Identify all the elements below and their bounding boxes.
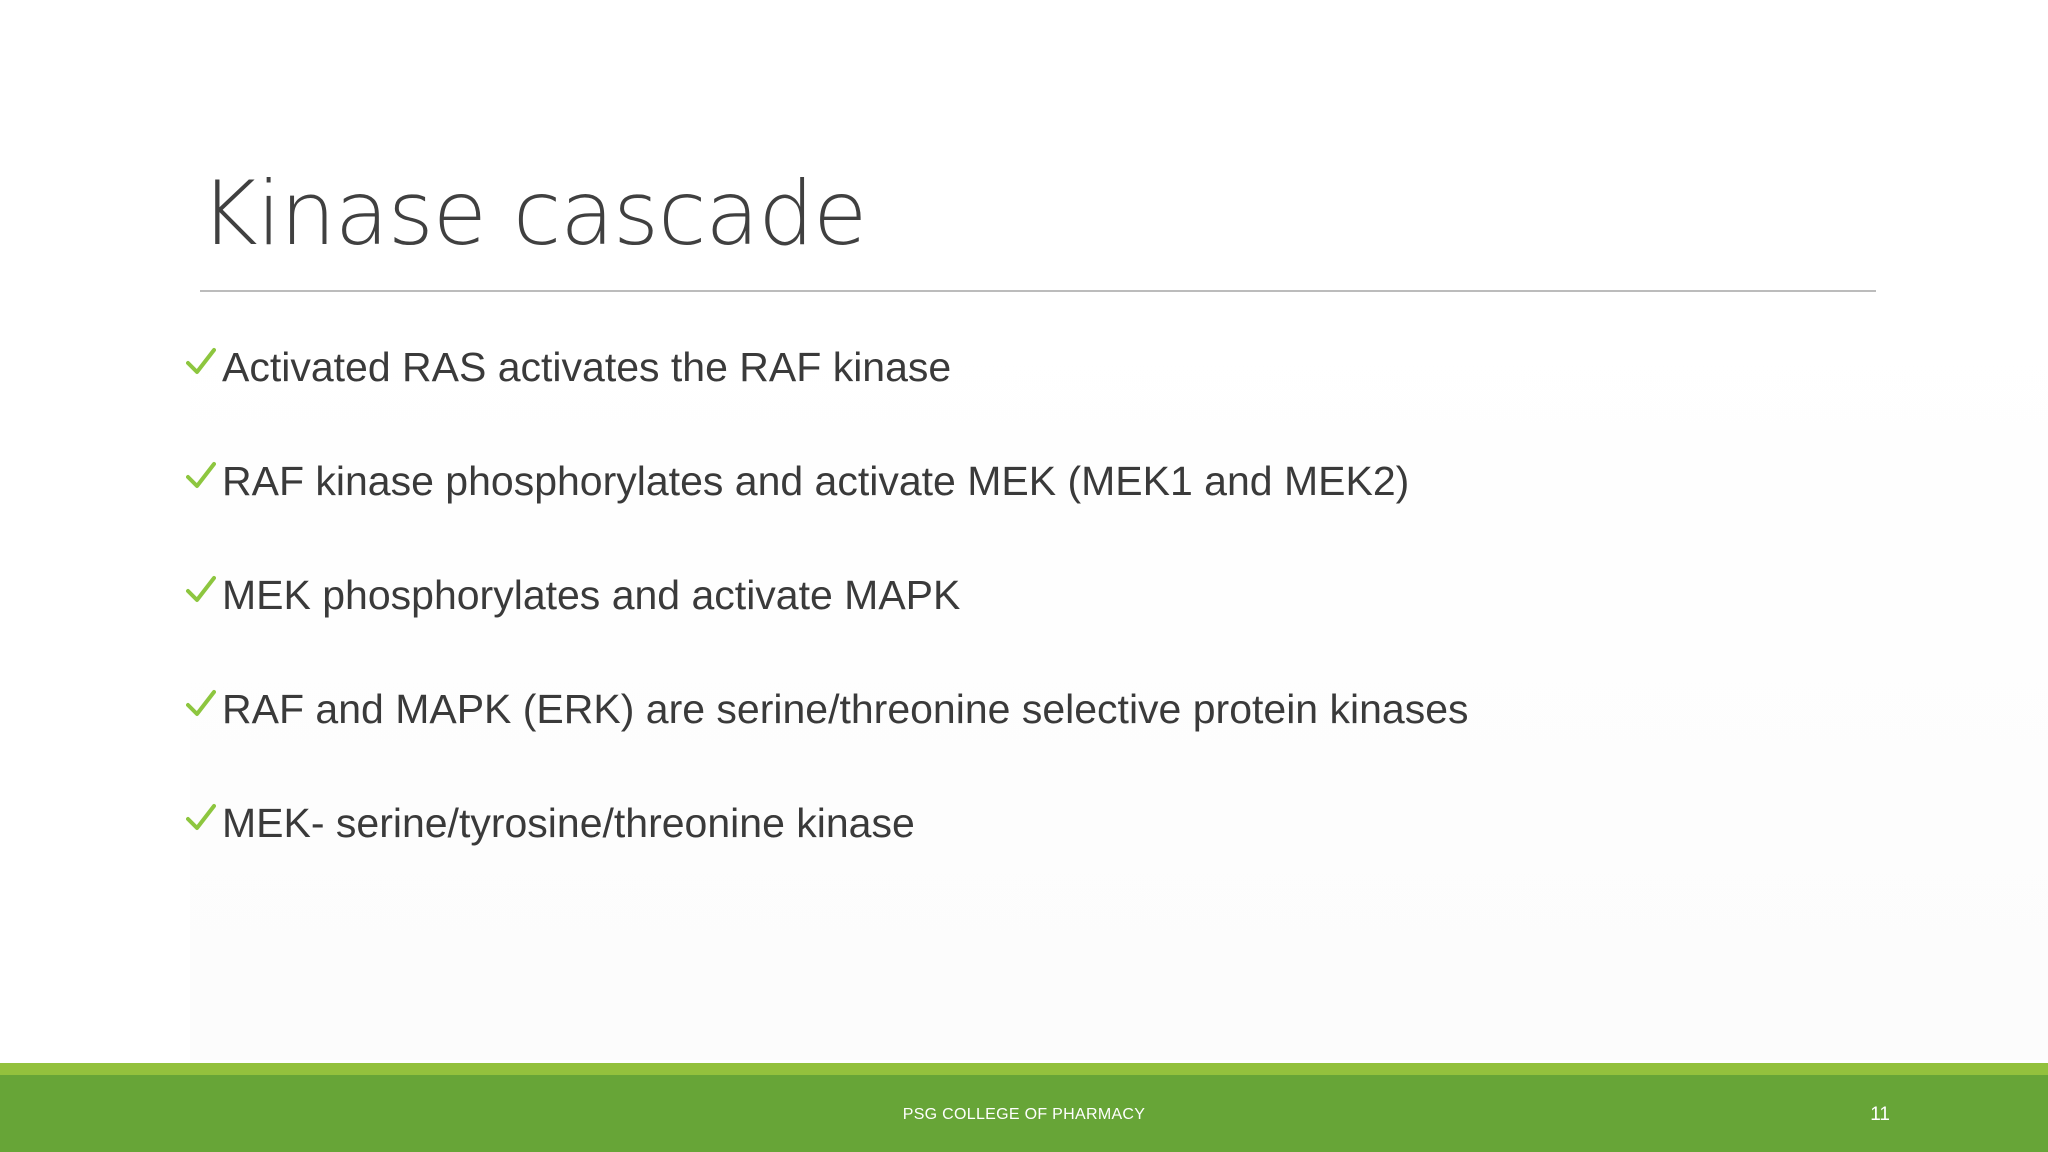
slide-number: 11 <box>1870 1104 1890 1125</box>
bullet-text: RAF and MAPK (ERK) are serine/threonine selective protein kinases <box>222 685 1469 732</box>
bullet-list <box>186 334 1469 904</box>
check-icon <box>186 689 216 719</box>
bullet-text: MEK- serine/tyrosine/threonine kinase <box>222 799 915 846</box>
bullet-text: MEK phosphorylates and activate MAPK <box>222 571 961 618</box>
check-icon <box>186 461 216 491</box>
bullet-item <box>186 448 1469 514</box>
check-icon <box>186 347 216 377</box>
check-icon <box>186 803 216 833</box>
bullet-text: Activated RAS activates the RAF kinase <box>222 343 952 390</box>
footer-accent-stripe <box>0 1063 2048 1075</box>
footer-text: PSG COLLEGE OF PHARMACY <box>902 1106 1146 1123</box>
check-icon <box>186 575 216 605</box>
bullet-item <box>186 790 1469 856</box>
bullet-item <box>186 676 1469 742</box>
bullet-item <box>186 334 1469 400</box>
title-divider <box>200 290 1876 292</box>
bullet-text: RAF kinase phosphorylates and activate MEK (MEK1 and MEK2) <box>222 457 1410 504</box>
slide-title: Kinase cascade <box>200 162 867 265</box>
bullet-item <box>186 562 1469 628</box>
